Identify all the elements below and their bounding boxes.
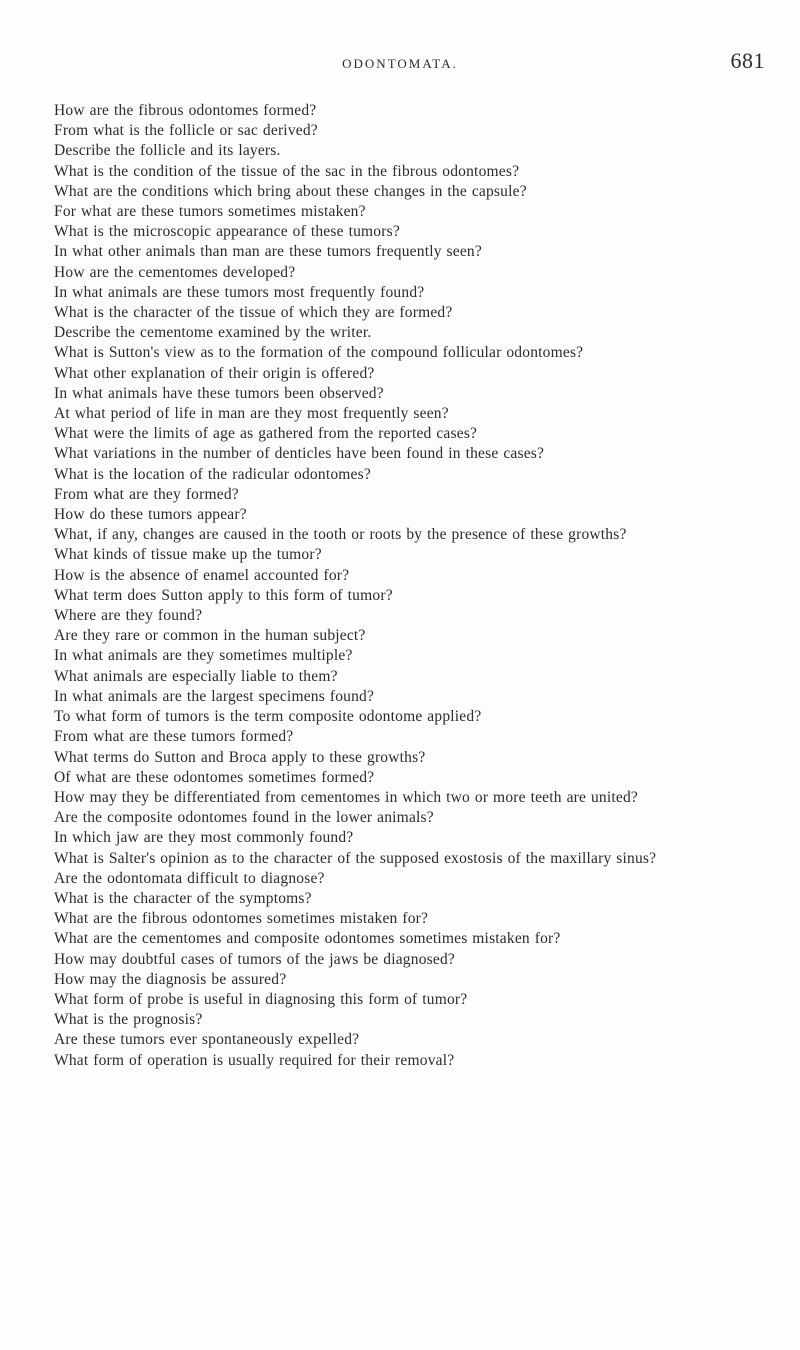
question-line: What kinds of tissue make up the tumor?: [54, 546, 322, 564]
question-line: What is the character of the tissue of which they are formed?: [54, 304, 453, 322]
page-header: [0, 44, 800, 80]
question-line: From what are they formed?: [54, 485, 239, 503]
question-line: In which jaw are they most commonly found?: [54, 829, 354, 847]
question-line: Describe the follicle and its layers.: [54, 142, 281, 160]
question-line: From what is the follicle or sac derived?: [54, 122, 318, 140]
question-line: What term does Sutton apply to this form of tumor?: [54, 586, 393, 604]
question-line: What form of probe is useful in diagnosing this form of tumor?: [54, 990, 468, 1008]
question-line: What variations in the number of denticles have been found in these cases?: [54, 445, 545, 463]
question-line: What is Salter's opinion as to the character of the supposed exostosis of the maxillary sinus?: [54, 849, 657, 867]
question-line: Are these tumors ever spontaneously expelled?: [54, 1031, 360, 1049]
question-line: In what animals are the largest specimens found?: [54, 687, 375, 705]
question-line: Are they rare or common in the human subject?: [54, 627, 366, 645]
question-line: To what form of tumors is the term composite odontome applied?: [54, 708, 482, 726]
question-line: Describe the cementome examined by the writer.: [54, 324, 372, 342]
question-line: What is the condition of the tissue of the sac in the fibrous odontomes?: [54, 162, 520, 180]
question-line: What animals are especially liable to them?: [54, 667, 338, 685]
question-line: Where are they found?: [54, 607, 203, 625]
question-line: How are the cementomes developed?: [54, 263, 296, 281]
question-line: What is the character of the symptoms?: [54, 889, 312, 907]
question-line: In what other animals than man are these tumors frequently seen?: [54, 243, 482, 261]
question-line: What terms do Sutton and Broca apply to these growths?: [54, 748, 426, 766]
question-line: How are the fibrous odontomes formed?: [54, 102, 317, 119]
question-line: In what animals are these tumors most frequently found?: [54, 283, 425, 301]
question-line: From what are these tumors formed?: [54, 728, 294, 746]
question-line: Are the composite odontomes found in the lower animals?: [54, 809, 434, 827]
question-line: In what animals have these tumors been observed?: [54, 384, 384, 402]
question-line: What is the prognosis?: [54, 1011, 203, 1029]
question-line: What, if any, changes are caused in the tooth or roots by the presence of these growths?: [54, 526, 627, 544]
question-line: Of what are these odontomes sometimes formed?: [54, 768, 375, 786]
question-line: What are the cementomes and composite odontomes sometimes mistaken for?: [54, 930, 561, 948]
question-line: Are the odontomata difficult to diagnose?: [54, 869, 325, 887]
question-line: What are the fibrous odontomes sometimes mistaken for?: [54, 910, 429, 928]
question-line: What other explanation of their origin is offered?: [54, 364, 375, 382]
question-line: What is the microscopic appearance of these tumors?: [54, 223, 400, 241]
question-line: In what animals are they sometimes multiple?: [54, 647, 353, 665]
question-line: How may they be differentiated from cementomes in which two or more teeth are united?: [54, 788, 638, 806]
question-line: What are the conditions which bring about these changes in the capsule?: [54, 182, 527, 200]
question-line: What is Sutton's view as to the formation of the compound follicular odontomes?: [54, 344, 584, 362]
question-line: For what are these tumors sometimes mistaken?: [54, 203, 366, 221]
question-line: At what period of life in man are they most frequently seen?: [54, 405, 449, 423]
question-line: How do these tumors appear?: [54, 506, 247, 524]
question-line: What is the location of the radicular odontomes?: [54, 465, 371, 483]
question-line: What were the limits of age as gathered from the reported cases?: [54, 425, 478, 443]
question-line: How may doubtful cases of tumors of the jaws be diagnosed?: [54, 950, 455, 968]
question-line: What form of operation is usually required for their removal?: [54, 1051, 455, 1069]
running-title: ODONTOMATA.: [342, 56, 458, 71]
question-line: How may the diagnosis be assured?: [54, 970, 287, 988]
question-list: [36, 101, 788, 1071]
page-number: 681: [730, 48, 765, 73]
question-line: How is the absence of enamel accounted for?: [54, 566, 350, 584]
